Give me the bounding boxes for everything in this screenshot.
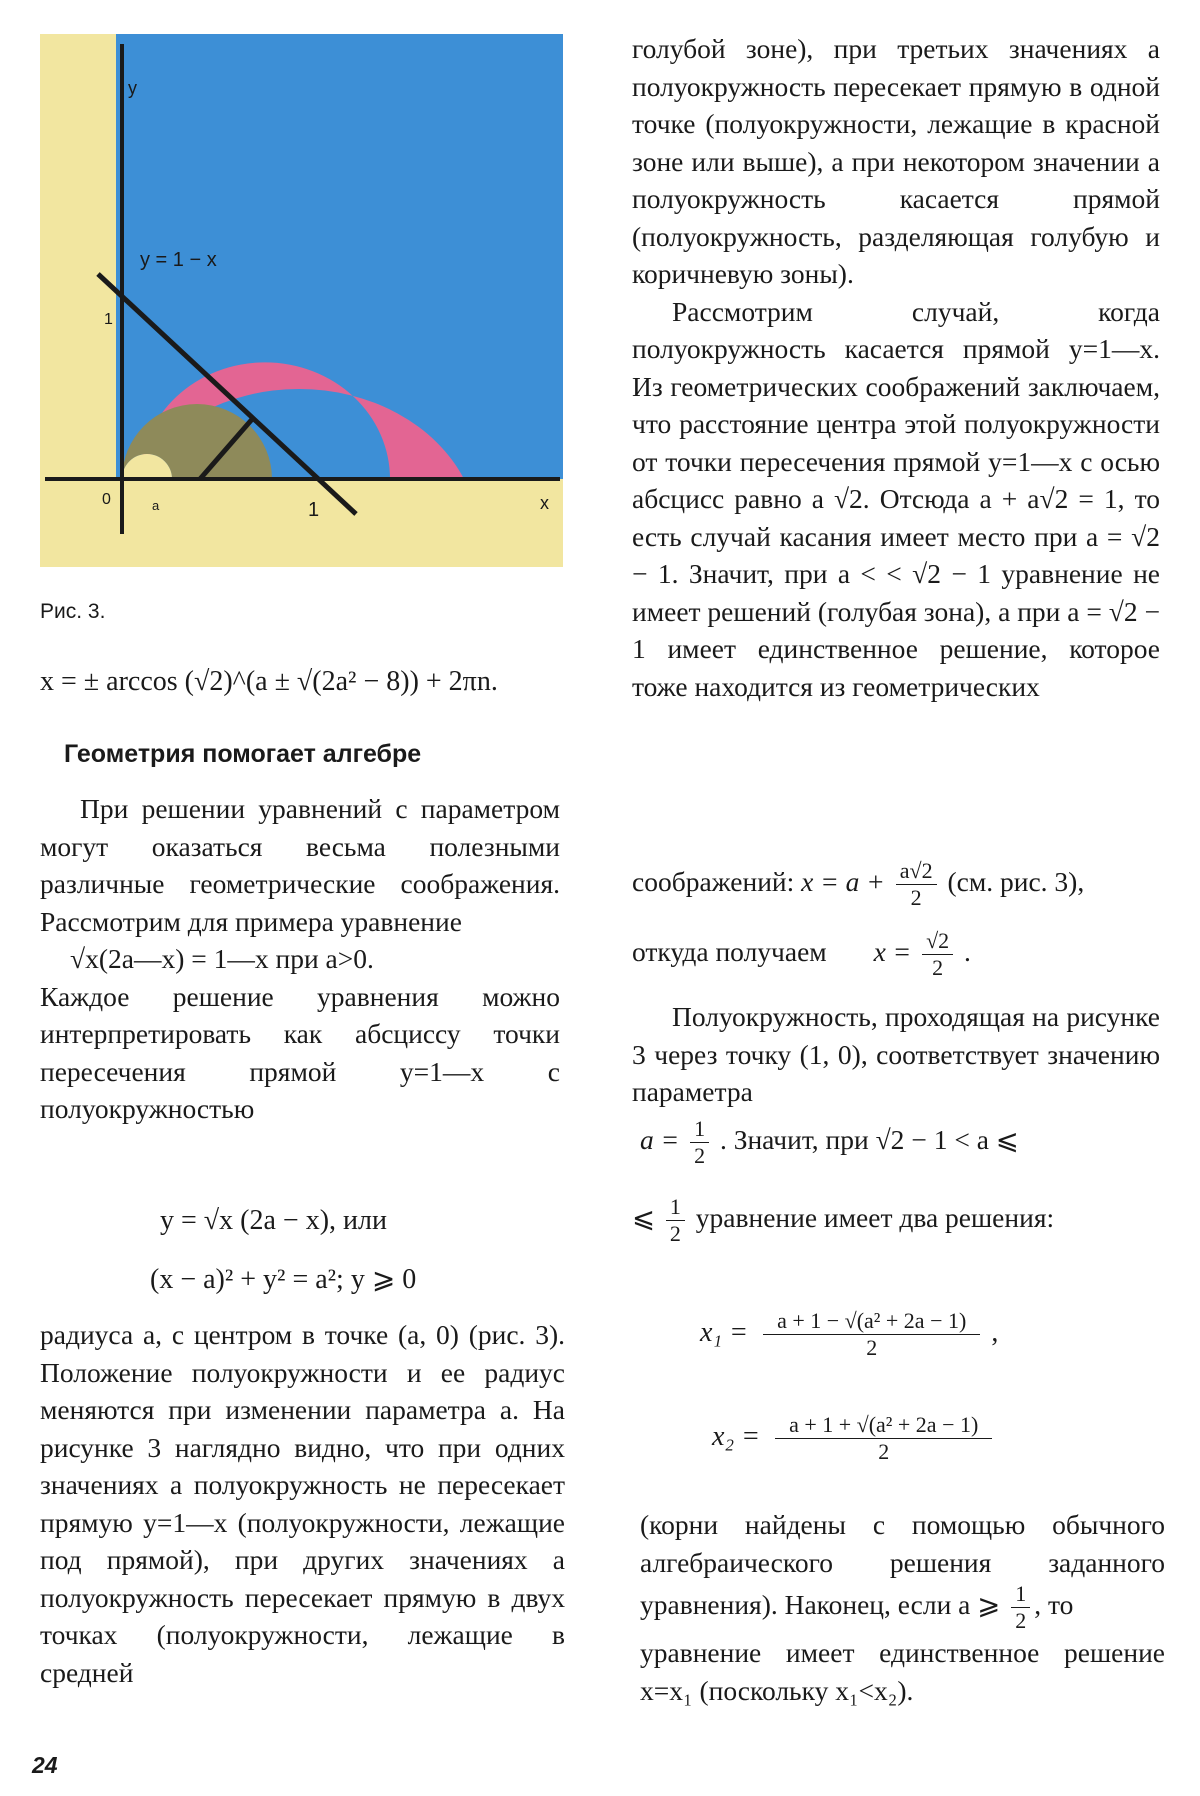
left-paragraph-2: Каждое решение уравнения можно интерпретировать как абсциссу точки пересечения прямой y=1—x с полуокружностью — [40, 980, 560, 1124]
page-number: 24 — [32, 1752, 58, 1778]
right-paragraph-4: (корни найдены с помощью обычного алгебраического решения заданного уравнения). Наконец, если a ⩾ $\frac{1}{2}$ , то — [640, 1509, 1165, 1633]
equation-3: (x − a)² + y² = a²; y ⩾ 0 — [150, 1264, 417, 1295]
origin-label: 0 — [102, 491, 111, 508]
fraction-one-half-2: $\frac{1}{2}$ — [666, 1194, 685, 1247]
figure-caption: Рис. 3. — [40, 600, 106, 623]
eq-x-a: x = a + — [801, 865, 885, 897]
formula-arccos: x = ± arccos (√2)^(a ± √(2a² − 8)) + 2πn. — [40, 666, 498, 697]
right-formula-line-4: ⩽ $\frac{1}{2}$ уравнение имеет два решения: — [632, 1194, 1055, 1246]
equation-2: y = √x (2a − x), или — [160, 1205, 387, 1236]
x-axis-label: x — [540, 493, 549, 513]
left-text-block-2 — [40, 1316, 565, 1691]
znachit-text: . Значит, при √2 − 1 < a ⩽ — [719, 1123, 1019, 1155]
otkuda-text: откуда получаем — [632, 935, 827, 967]
figure-3-plot — [40, 34, 563, 567]
x-one-label: 1 — [308, 499, 320, 521]
left-paragraph-3: радиуса a, с центром в точке (a, 0) (рис. 3). Положение полуокружности и ее радиус меняются при изменении параметра a. На рисунке 3 наглядно видно, что при одних значениях a полуокружность не пересекает прямую y=1—x (полуокружности, лежащие под прямой), при других значениях a полуокружность пересекает прямую в двух точках (полуокружности, лежащие в средней — [40, 1319, 565, 1688]
right-formula-line-1 — [632, 858, 1160, 911]
left-paragraph-1: При решении уравнений с параметром могут оказаться весьма полезными различные геометрические соображения. Рассмотрим для примера уравнение — [40, 793, 560, 937]
fraction-sqrt2-over-2: $\frac{√2}{2}$ — [922, 928, 953, 981]
left-text-block-1 — [40, 790, 560, 1128]
right-formula-line-2: откуда получаем x = $\frac{√2}{2}$ . — [632, 928, 971, 980]
equation-1: √x(2a—x) = 1—x при a>0. — [70, 943, 374, 974]
right-paragraph-3: Полуокружность, проходящая на рисунке 3 через точку (1, 0), соответствует значению параметра — [632, 1001, 1160, 1107]
fraction-one-half-3: $\frac{1}{2}$ — [1011, 1581, 1030, 1634]
fraction-one-half: $\frac{1}{2}$ — [690, 1116, 709, 1169]
eq-x-result: x = — [873, 935, 912, 967]
line-label: y = 1 − x — [140, 249, 217, 271]
right-text-block-2 — [632, 998, 1160, 1111]
y-one-label: 1 — [104, 311, 113, 328]
right-paragraph-5: уравнение имеет единственное решение x=x₁ (поскольку x₁<x₂). — [640, 1637, 1165, 1706]
right-text-block-1 — [632, 30, 1160, 705]
right-paragraph-2: Рассмотрим случай, когда полуокружность касается прямой y=1—x. Из геометрических соображений заключаем, что расстояние центра этой полуокружности от точки пересечения прямой y=1—x с осью абсцисс равно a √2. Отсюда a + a√2 = 1, то есть случай касания имеет место при a = √2 − 1. Значит, при a < < √2 − 1 уравнение не имеет решений (голубая зона), а при a = √2 − 1 имеет единственное решение, которое тоже находится из геометрических — [632, 295, 1160, 702]
section-heading: Геометрия помогает алгебре — [64, 740, 422, 768]
y-axis-label: y — [128, 78, 137, 98]
see-figure-ref: (см. рис. 3), — [947, 865, 1085, 897]
fraction-a-sqrt2-over-2: $\frac{a√2}{2}$ — [896, 858, 937, 911]
two-solutions-text: уравнение имеет два решения: — [695, 1201, 1055, 1233]
equation-x1: x₁ = $\frac{\text{a + 1 − √(a² + 2a − 1)}}{2}$ , — [700, 1308, 999, 1360]
right-formula-line-3 — [640, 1116, 1168, 1169]
right-text-block-3 — [640, 1506, 1165, 1709]
eq-a-half: a = — [640, 1123, 680, 1155]
soobrazheniy-text: соображений: — [632, 865, 795, 897]
a-mark-label: a — [152, 498, 160, 513]
right-paragraph-1: голубой зоне), при третьих значениях a полуокружность пересекает прямую в одной точке (полуокружности, лежащие в красной зоне или выше), а при некотором значении a полуокружность касается прямой (полуокружность, разделяющая голубую и коричневую зоны). — [632, 33, 1160, 289]
equation-x2: x₂ = $\frac{\text{a + 1 + √(a² + 2a − 1)}}{2}$ — [712, 1412, 996, 1465]
